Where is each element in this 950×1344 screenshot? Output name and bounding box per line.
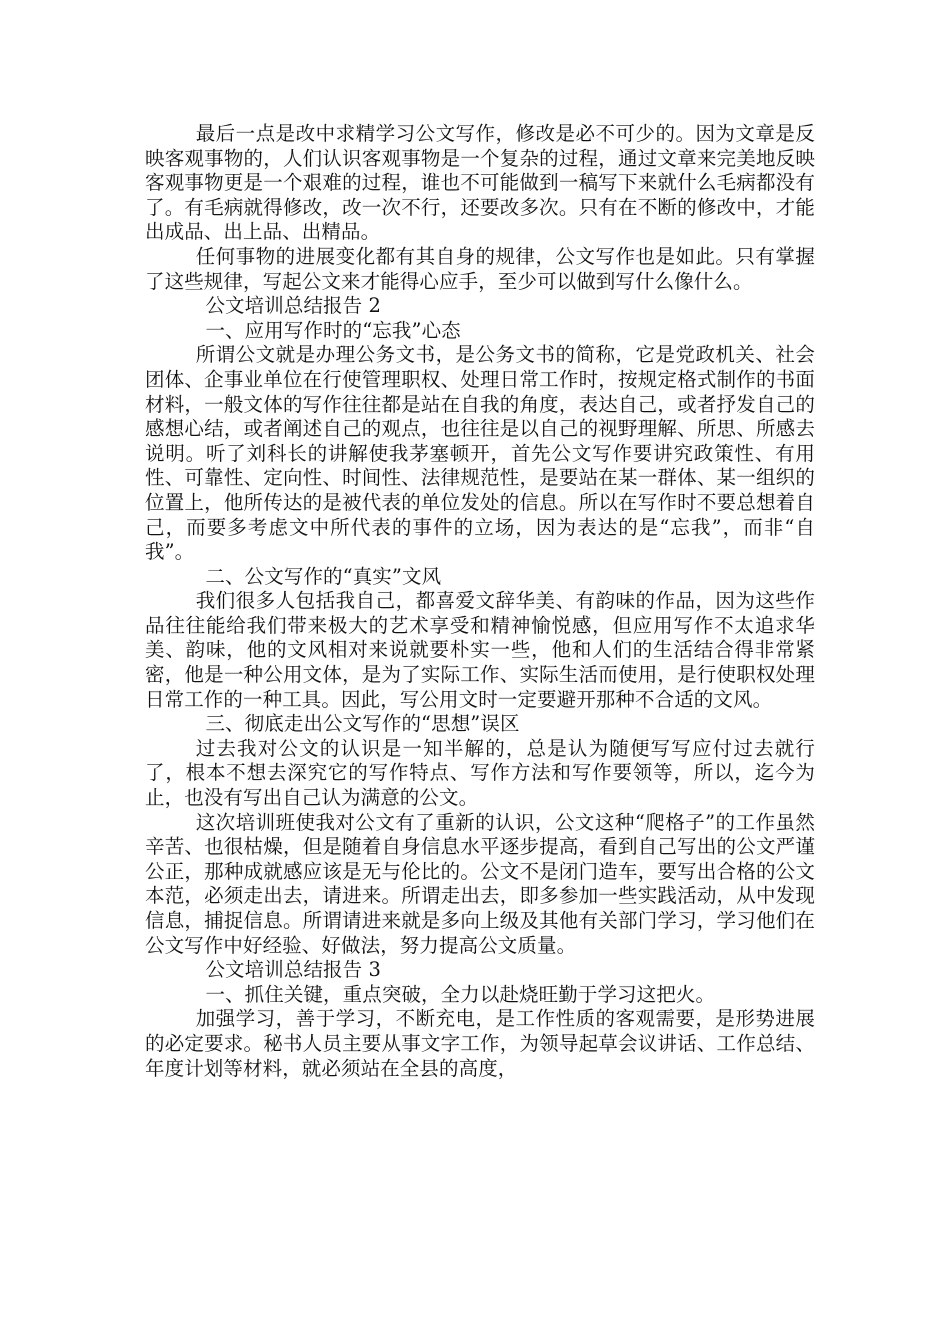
report-3-title: 公文培训总结报告 3 [205, 958, 382, 982]
section-2-heading: 二、公文写作的“真实”文风 [205, 564, 442, 588]
report-3-section-1-heading: 一、抓住关键，重点突破，全力以赴烧旺勤于学习这把火。 [205, 982, 716, 1006]
paragraph-past-understanding: 过去我对公文的认识是一知半解的，总是认为随便写写应付过去就行了，根本不想去深究它的写作特点、写作方法和写作要领等，所以，迄今为止，也没有写出自己认为满意的公文。 [145, 736, 815, 810]
section-1-heading: 一、应用写作时的“忘我”心态 [205, 318, 461, 342]
paragraph-revision: 最后一点是改中求精学习公文写作，修改是必不可少的。因为文章是反映客观事物的，人们认识客观事物是一个复杂的过程，通过文章来完美地反映客观事物更是一个艰难的过程，谁也不可能做到一稿写下来就什么毛病都没有了。有毛病就得修改，改一次不行，还要改多次。只有在不断的修改中，才能出成品、出上品、出精品。 [145, 122, 815, 244]
paragraph-training-reflection: 这次培训班使我对公文有了重新的认识，公文这种“爬格子”的工作虽然辛苦、也很枯燥，但是随着自身信息水平逐步提高，看到自己写出的公文严谨公正，那种成就感应该是无与伦比的。公文不是闭门造车，要写出合格的公文本范，必须走出去，请进来。所谓走出去，即多参加一些实践活动，从中发现信息，捕捉信息。所谓请进来就是多向上级及其他有关部门学习，学习他们在公文写作中好经验、好做法，努力提高公文质量。 [145, 810, 815, 957]
paragraph-official-document-definition: 所谓公文就是办理公务文书，是公务文书的简称，它是党政机关、社会团体、企事业单位在行使管理职权、处理日常工作时，按规定格式制作的书面材料，一般文体的写作往往都是站在自我的角度，表达自己，或者抒发自己的感想心结，或者阐述自己的观点，也往往是以自己的视野理解、所思、所感去说明。听了刘科长的讲解使我茅塞顿开，首先公文写作要讲究政策性、有用性、可靠性、定向性、时间性、法律规范性，是要站在某一群体、某一组织的位置上，他所传达的是被代表的单位发处的信息。所以在写作时不要总想着自己，而要多考虑文中所代表的事件的立场，因为表达的是“忘我”，而非“自我”。 [145, 343, 815, 564]
paragraph-strengthen-learning: 加强学习，善于学习，不断充电，是工作性质的客观需要，是形势进展的必定要求。秘书人员主要从事文字工作，为领导起草会议讲话、工作总结、年度计划等材料，就必须站在全县的高度， [145, 1007, 815, 1080]
report-2-title: 公文培训总结报告 2 [205, 294, 382, 318]
section-3-heading: 三、彻底走出公文写作的“思想”误区 [205, 712, 520, 736]
document-body [145, 122, 815, 1081]
paragraph-rules: 任何事物的进展变化都有其自身的规律，公文写作也是如此。只有掌握了这些规律，写起公文来才能得心应手，至少可以做到写什么像什么。 [145, 244, 815, 293]
paragraph-writing-style: 我们很多人包括我自己，都喜爱文辞华美、有韵味的作品，因为这些作品往往能给我们带来极大的艺术享受和精神愉悦感，但应用写作不太追求华美、韵味，他的文风相对来说就要朴实一些，他和人们的生活结合得非常紧密，他是一种公用文体，是为了实际工作、实际生活而使用，是行使职权处理日常工作的一种工具。因此，写公用文时一定要避开那种不合适的文风。 [145, 589, 815, 711]
